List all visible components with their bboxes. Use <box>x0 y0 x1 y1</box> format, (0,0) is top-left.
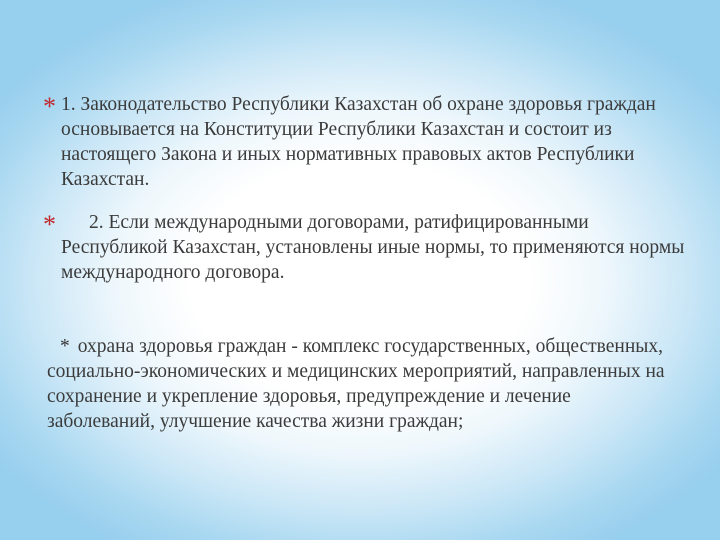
bullet-health-protection-definition <box>47 334 667 434</box>
bullet-text: охрана здоровья граждан - комплекс государственных, общественных, социально-экономических и медицинских мероприятий, направленных на сохранение и укрепление здоровья, предупреждение и лечение заболеваний, улучшение качества жизни граждан; <box>47 336 665 432</box>
bullet-text: 1. Законодательство Республики Казахстан об охране здоровья граждан основывается на Конституции Республики Казахстан и состоит из настоящего Закона и иных нормативных правовых актов Республики Казахстан. <box>61 94 656 190</box>
bullet-international-treaties <box>40 210 690 285</box>
bullet-law-basis <box>40 92 690 192</box>
bullet-star-icon: * <box>43 210 56 239</box>
bullet-text: 2. Если международными договорами, ратифицированными Республикой Казахстан, установлены иные нормы, то применяются нормы международного договора. <box>61 212 685 283</box>
bullet-star-icon: * <box>60 336 70 357</box>
bullet-star-icon: * <box>43 92 56 121</box>
bullet-text-wrapper <box>47 334 667 434</box>
